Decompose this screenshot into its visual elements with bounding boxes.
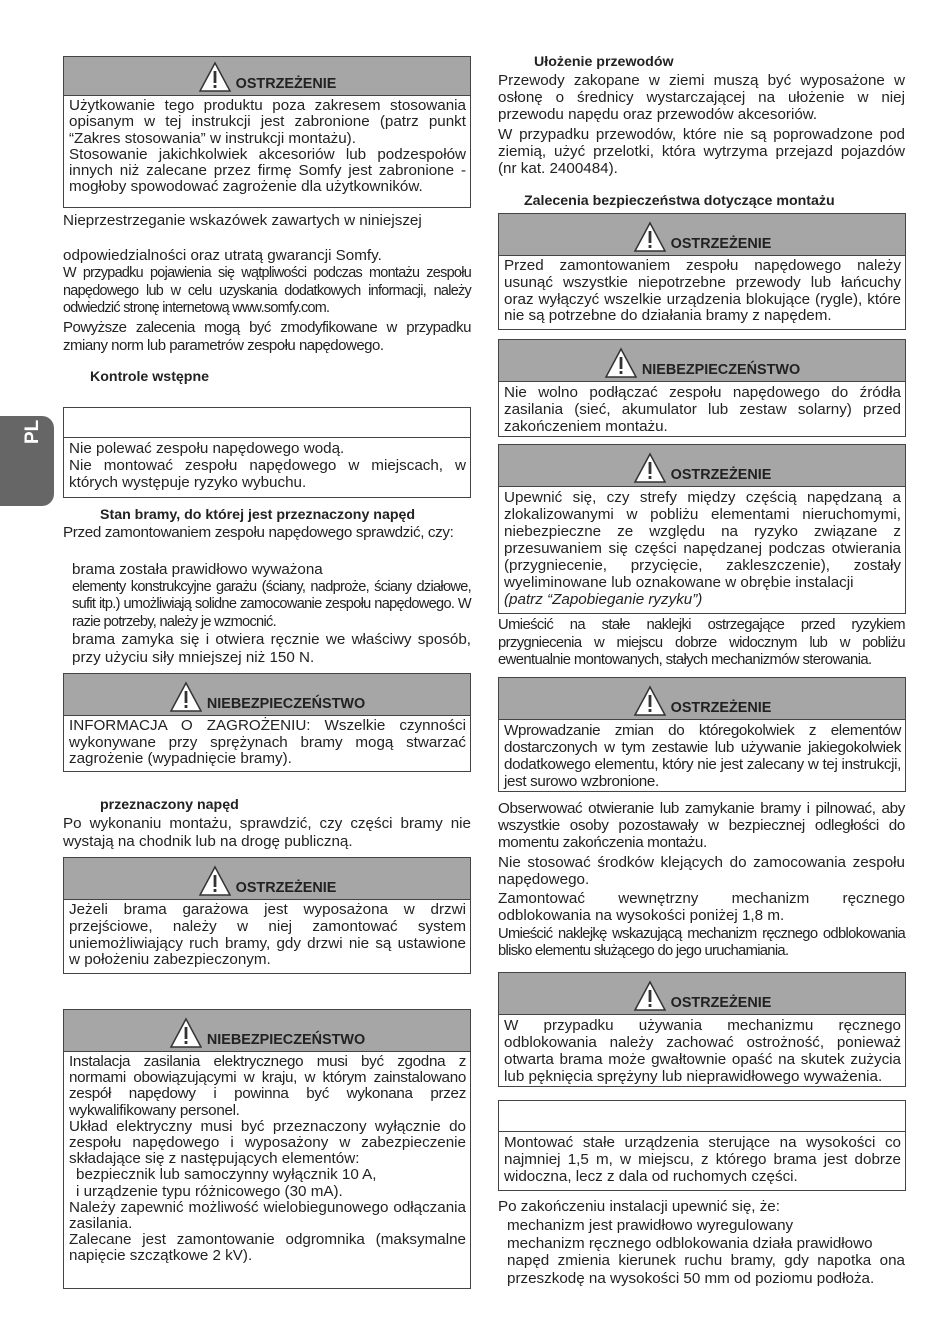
danger-box-header bbox=[499, 340, 905, 382]
paragraph: Nie stosować środków klejących do zamocowania zespołu napędowego. bbox=[498, 854, 905, 888]
paragraph: Nieprzestrzeganie wskazówek zawartych w niniejszej bbox=[63, 212, 422, 229]
warning-text: W przypadku używania mechanizmu ręcznego odblokowania należy zachować ostrożność, ponieważ otwarta brama może gwałtownie opaść na skutek zużycia lub pęknięcia sprężyny lub nieprawidłowego wyważenia. bbox=[504, 1017, 901, 1085]
warning-box-header bbox=[499, 973, 905, 1015]
danger-box-power bbox=[498, 339, 906, 437]
danger-title: NIEBEZPIECZEŃSTWO bbox=[641, 362, 801, 378]
warning-triangle-icon bbox=[633, 221, 667, 253]
notice-box-header bbox=[64, 408, 470, 438]
danger-box-header bbox=[64, 1010, 470, 1052]
checklist bbox=[72, 561, 471, 667]
warning-title: OSTRZEŻENIE bbox=[670, 700, 772, 716]
warning-box-header bbox=[499, 445, 905, 487]
list-item: elementy konstrukcyjne garażu (ściany, nadproże, ściany działowe, sufit itp.) umożliwiają solidne zamocowanie zespołu napędowego. W razie potrzeby, należy je wzmocnić. bbox=[72, 578, 471, 630]
danger-title: NIEBEZPIECZEŃSTWO bbox=[206, 696, 366, 712]
paragraph: Po zakończeniu instalacji upewnić się, że: bbox=[498, 1198, 780, 1215]
warning-text: Wprowadzanie zmian do któregokolwiek z elementów dostarczonych w tym zestawie lub używanie jakiegokolwiek dodatkowego elementu, który nie jest zalecany w tej instrukcji, jest surowo wzbronione. bbox=[504, 722, 901, 790]
notice-box-controls bbox=[498, 1100, 906, 1191]
warning-text: Przed zamontowaniem zespołu napędowego należy usunąć wszystkie niepotrzebne przewody lub łańcuchy oraz wyłączyć wszelkie urządzenia blokujące (rygle), które nie są potrzebne do działania bramy z napędem. bbox=[504, 257, 901, 325]
warning-triangle-icon bbox=[198, 865, 232, 897]
warning-box-usage bbox=[63, 56, 471, 208]
warning-box-header bbox=[499, 214, 905, 256]
section-heading: Stan bramy, do której jest przeznaczony napęd bbox=[100, 507, 416, 523]
section-heading: Ułożenie przewodów bbox=[534, 54, 674, 70]
danger-box-header bbox=[64, 674, 470, 716]
paragraph: Obserwować otwieranie lub zamykanie bramy i pilnować, aby wszystkie osoby pozostawały w bezpiecznej odległości do momentu zakończenia montażu. bbox=[498, 800, 905, 851]
warning-box-header bbox=[499, 678, 905, 720]
checklist bbox=[507, 1217, 905, 1287]
warning-box-header bbox=[64, 858, 470, 900]
list-item: mechanizm ręcznego odblokowania działa prawidłowo bbox=[507, 1234, 873, 1252]
warning-triangle-icon bbox=[633, 685, 667, 717]
paragraph: Po wykonaniu montażu, sprawdzić, czy części bramy nie wystają na chodnik lub na drogę publiczną. bbox=[63, 815, 471, 850]
language-tab-label: PL bbox=[22, 419, 43, 444]
paragraph: Przed zamontowaniem zespołu napędowego sprawdzić, czy: bbox=[63, 524, 454, 541]
list-item: napęd zmienia kierunek ruchu bramy, gdy napotka ona przeszkodę na wysokości 50 mm od poziomu podłoża. bbox=[507, 1252, 905, 1287]
warning-triangle-icon bbox=[604, 347, 638, 379]
paragraph: Powyższe zalecenia mogą być zmodyfikowane w przypadku zmiany norm lub parametrów zespołu napędowego. bbox=[63, 319, 471, 354]
paragraph: Umieścić na stałe naklejki ostrzegające przed ryzykiem przygniecenia w miejscu dobrze widocznym lub w pobliżu ewentualnie montowanych, stałych mechanizmów sterowania. bbox=[498, 617, 905, 669]
warning-triangle-icon bbox=[633, 980, 667, 1012]
danger-text: Należy zapewnić możliwość wielobiegunowego odłączania zasilania. bbox=[69, 1198, 466, 1233]
notice-box-water bbox=[63, 407, 471, 498]
warning-triangle-icon bbox=[169, 681, 203, 713]
danger-text: i urządzenie typu różnicowego (30 mA). bbox=[76, 1182, 343, 1200]
warning-box-modifications bbox=[498, 677, 906, 792]
warning-title: OSTRZEŻENIE bbox=[670, 467, 772, 483]
warning-title: OSTRZEŻENIE bbox=[670, 995, 772, 1011]
list-item: brama została prawidłowo wyważona bbox=[72, 561, 323, 578]
section-heading: Zalecenia bezpieczeństwa dotyczące montażu bbox=[524, 193, 835, 209]
warning-box-zones bbox=[498, 444, 906, 614]
section-heading: Kontrole wstępne bbox=[90, 369, 210, 385]
notice-box-header bbox=[499, 1101, 905, 1132]
danger-text: Układ elektryczny musi być przeznaczony wyłącznie do zespołu napędowego i wyposażony w zabezpieczenie składające się z następujących elementów: bbox=[69, 1117, 466, 1168]
paragraph: Umieścić naklejkę wskazującą mechanizm ręcznego odblokowania blisko elementu służącego do jego uruchamiania. bbox=[498, 926, 905, 959]
language-tab bbox=[0, 416, 54, 506]
warning-text: Użytkowanie tego produktu poza zakresem stosowania opisanym w tej instrukcji jest zabronione (patrz punkt “Zakres stosowania” w instrukcji montażu). bbox=[69, 97, 466, 147]
warning-box-cables bbox=[498, 213, 906, 330]
danger-text: Instalacja zasilania elektrycznego musi być zgodna z normami obowiązującymi w kraju, w którym zainstalowano zespół napędowy i powinna być wykonana przez wykwalifikowany personel. bbox=[69, 1053, 466, 1119]
warning-box-header bbox=[64, 57, 470, 96]
paragraph: W przypadku pojawienia się wątpliwości podczas montażu zespołu napędowego lub w celu uzyskania dodatkowych informacji, należy odwiedzić stronę internetową www.somfy.com. bbox=[63, 265, 471, 317]
danger-text: INFORMACJA O ZAGROŻENIU: Wszelkie czynności wykonywane przy sprężynach bramy mogą stwarzać zagrożenie (wypadnięcie bramy). bbox=[69, 717, 466, 767]
section-heading: przeznaczony napęd bbox=[100, 797, 239, 813]
paragraph: Zamontować wewnętrzny mechanizm ręcznego odblokowania na wysokości poniżej 1,8 m. bbox=[498, 890, 905, 924]
warning-box-door bbox=[63, 857, 471, 974]
warning-triangle-icon bbox=[633, 452, 667, 484]
warning-title: OSTRZEŻENIE bbox=[235, 880, 337, 896]
warning-text: Jeżeli brama garażowa jest wyposażona w drzwi przejściowe, należy w niej zamontować system uniemożliwiający ruch bramy, gdy drzwi nie są ustawione w położeniu zabezpieczonym. bbox=[69, 901, 466, 969]
danger-box-electrical bbox=[63, 1009, 471, 1289]
list-item: mechanizm jest prawidłowo wyregulowany bbox=[507, 1217, 794, 1234]
danger-text: Zalecane jest zamontowanie odgromnika (maksymalne napięcie szczątkowe 2 kV). bbox=[69, 1231, 466, 1265]
list-item: brama zamyka się i otwiera ręcznie we właściwy sposób, przy użyciu siły mniejszej niż 150 N. bbox=[72, 631, 471, 666]
danger-title: NIEBEZPIECZEŃSTWO bbox=[206, 1032, 366, 1048]
warning-title: OSTRZEŻENIE bbox=[670, 236, 772, 252]
paragraph: W przypadku przewodów, które nie są poprowadzone pod ziemią, użyć przelotki, która wytrzyma przejazd pojazdów (nr kat. 2400484). bbox=[498, 126, 905, 177]
warning-text: Stosowanie jakichkolwiek akcesoriów lub podzespołów innych niż zalecane przez firmę Somfy jest zabronione - mogłoby spowodować zagrożenie dla użytkowników. bbox=[69, 145, 466, 196]
notice-text: Nie polewać zespołu napędowego wodą. bbox=[69, 440, 345, 457]
notice-text: Montować stałe urządzenia sterujące na wysokości co najmniej 1,5 m, w miejscu, z którego brama jest dobrze widoczna, lecz z dala od ruchomych części. bbox=[504, 1134, 901, 1185]
warning-triangle-icon bbox=[169, 1017, 203, 1049]
danger-text: Nie wolno podłączać zespołu napędowego do źródła zasilania (sieć, akumulator lub zestaw solarny) przed zakończeniem montażu. bbox=[504, 384, 901, 435]
warning-triangle-icon bbox=[198, 61, 232, 93]
notice-text: Nie montować zespołu napędowego w miejscach, w których występuje ryzyko wybuchu. bbox=[69, 457, 466, 491]
warning-text-italic: (patrz “Zapobieganie ryzyku”) bbox=[504, 591, 703, 608]
danger-box-springs bbox=[63, 673, 471, 772]
warning-box-release bbox=[498, 972, 906, 1087]
danger-text: bezpiecznik lub samoczynny wyłącznik 10 A, bbox=[76, 1166, 377, 1184]
paragraph: odpowiedzialności oraz utratą gwarancji Somfy. bbox=[63, 247, 382, 264]
warning-text: Upewnić się, czy strefy między częścią napędzaną a zlokalizowanymi w pobliżu elementami nieruchomymi, niebezpieczne ze względu na ryzyko związane z przesuwaniem się części napędzanej podczas otwierania (przygniecenie, przycięcie, zakleszczenie), zostały wyeliminowane lub oznakowane w obrębie instalacji bbox=[504, 489, 901, 591]
warning-title: OSTRZEŻENIE bbox=[235, 76, 337, 92]
paragraph: Przewody zakopane w ziemi muszą być wyposażone w osłonę o średnicy wystarczającej na ułożenie w niej przewodu napędu oraz przewodów akcesoriów. bbox=[498, 72, 905, 123]
